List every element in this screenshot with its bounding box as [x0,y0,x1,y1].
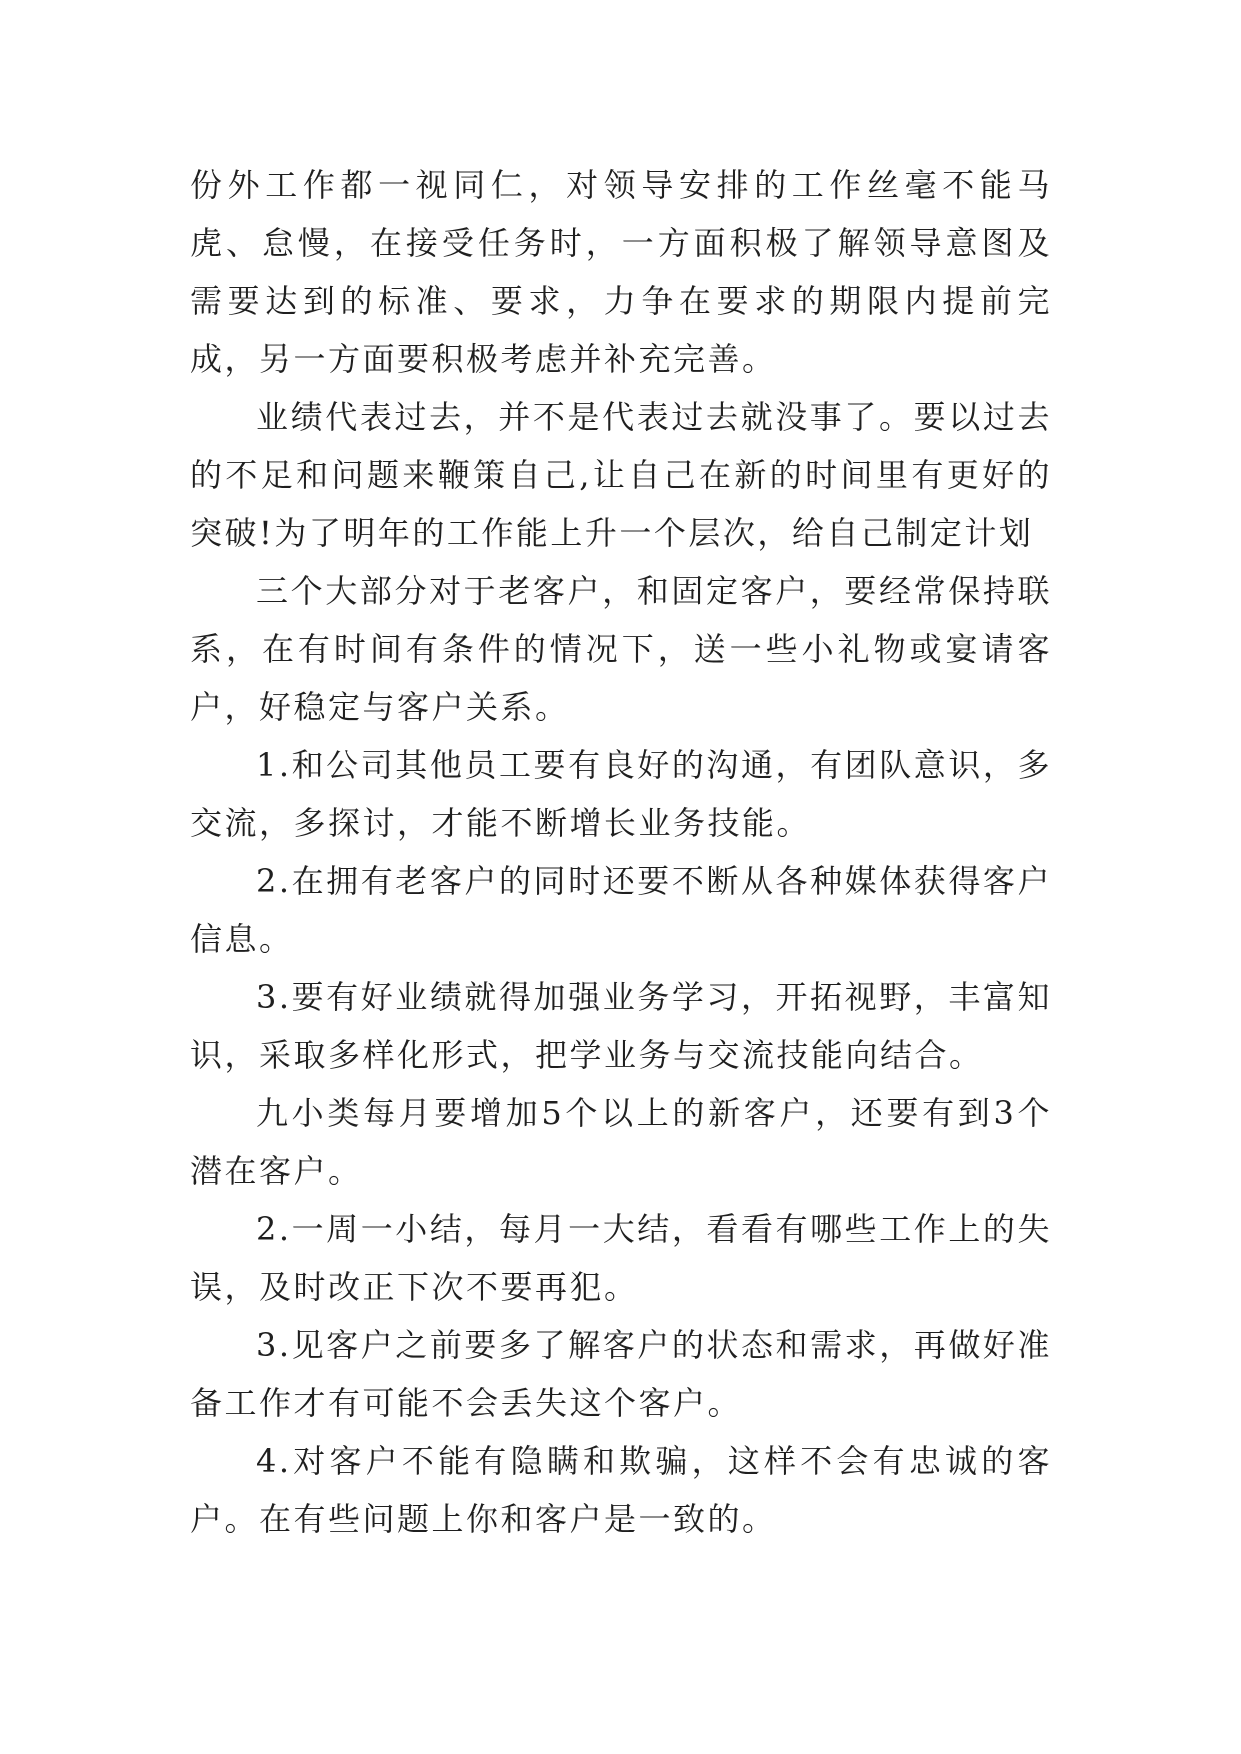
paragraph-5: 2.在拥有老客户的同时还要不断从各种媒体获得客户信息。 [190,862,1052,958]
paragraph-2: 业绩代表过去，并不是代表过去就没事了。要以过去的不足和问题来鞭策自己,让自己在新的时间里有更好的突破!为了明年的工作能上升一个层次，给自己制定计划 [190,398,1052,552]
document-body [190,156,1052,1548]
paragraph-7: 九小类每月要增加5个以上的新客户，还要有到3个潜在客户。 [190,1094,1052,1190]
paragraph-8: 2.一周一小结，每月一大结，看看有哪些工作上的失误，及时改正下次不要再犯。 [190,1210,1052,1306]
paragraph-9: 3.见客户之前要多了解客户的状态和需求，再做好准备工作才有可能不会丢失这个客户。 [190,1326,1052,1422]
paragraph-1: 份外工作都一视同仁，对领导安排的工作丝毫不能马虎、怠慢，在接受任务时，一方面积极了解领导意图及需要达到的标准、要求，力争在要求的期限内提前完成，另一方面要积极考虑并补充完善。 [190,166,1052,378]
paragraph-3: 三个大部分对于老客户，和固定客户，要经常保持联系，在有时间有条件的情况下，送一些小礼物或宴请客户，好稳定与客户关系。 [190,572,1052,726]
paragraph-6: 3.要有好业绩就得加强业务学习，开拓视野，丰富知识，采取多样化形式，把学业务与交流技能向结合。 [190,978,1052,1074]
paragraph-4: 1.和公司其他员工要有良好的沟通，有团队意识，多交流，多探讨，才能不断增长业务技能。 [190,746,1052,842]
paragraph-10: 4.对客户不能有隐瞒和欺骗，这样不会有忠诚的客户。在有些问题上你和客户是一致的。 [190,1442,1052,1538]
